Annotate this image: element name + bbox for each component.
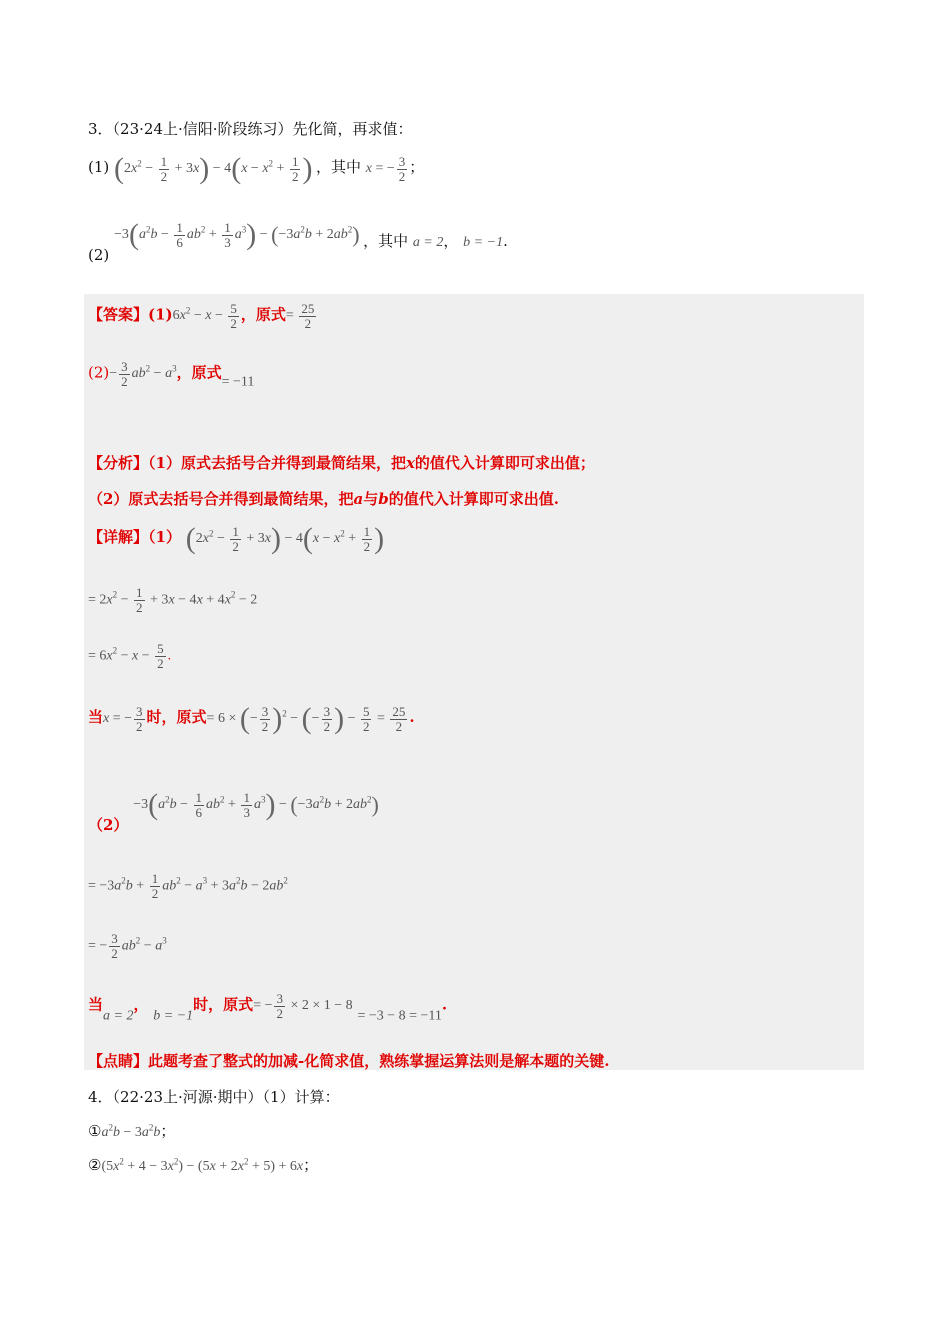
answer-line-1: 【答案】$(1)6x^2 - x$ − $\frac{5}{2}$ ，原式= $\frac{25}{2}$ [88, 301, 315, 331]
math-expression: $-3(a^2b$ − $\frac{1}{6}$ $ab^2$ + $\frac{1}{3}$ $a^3) - (-3a^2b + 2ab^2)$ [114, 218, 360, 251]
analysis-line-2: （2）原式去括号合并得到最简结果，把a与b的值代入计算即可求出值. [88, 490, 559, 508]
detail-step-2: = $6x^2 - x$ − $\frac{5}{2}$ . [88, 641, 172, 671]
detail-tag: 【详解】 [88, 528, 149, 547]
question-3-part-2: $(2) -3(a^2b$ − $\frac{1}{6}$ $ab^2$ + $\frac{1}{3}$ $a^3) - (-3a^2b + 2ab^2)$ ，其中 a = 2， b = −1. [88, 218, 508, 265]
question-source: （23·24上·信阳·阶段练习） [112, 120, 293, 138]
analysis-line-1: 【分析】（1）原式去括号合并得到最简结果，把x的值代入计算即可求出值； [88, 454, 595, 472]
question-4-header: 4．（22·23上·河源·期中）（1）计算： [88, 1088, 340, 1106]
question-number: 3． [88, 120, 113, 138]
detail-step-4: = − $\frac{3}{2}$ $ab^2 - a^3$ [88, 931, 167, 961]
question-3-part-1: (1) ($2x^2$ − $\frac{1}{2}$ + $3x) - 4(x - x^2$ + $\frac{1}{2}$ ) ，其中 x = − $\frac{3}{2}$ ； [88, 152, 425, 185]
question-4-item-1: $①a^2b - 3a^2b$； [88, 1122, 176, 1140]
detail-substitution-1: 当x = − $\frac{3}{2}$ 时，原式= 6 × (− $\frac{3}{2}$ )$^2$ − (− $\frac{3}{2}$ ) − $\frac{5}{2}$ = $\frac{25}{2}$ . [88, 702, 415, 735]
detail-substitution-2: 当a = 2， b = −1时，原式= − $\frac{3}{2}$ × 2 × 1 − 8 = −3 − 8 = −11. [88, 991, 448, 1024]
comment-line: 【点睛】此题考查了整式的加减-化简求值，熟练掌握运算法则是解本题的关键. [88, 1052, 610, 1070]
detail-step-1: = $2x^2$ − $\frac{1}{2}$ + $3x - 4x + 4x^2 - 2$ [88, 585, 258, 615]
analysis-tag: 【分析】 [88, 454, 149, 472]
answer-line-2: (2)− $\frac{3}{2}$ $ab^2 - a^3$，原式= −11 [88, 359, 255, 390]
question-4-item-2: $②(5x^2 + 4 - 3x^2) - (5x + 2x^2 + 5) + 6x$； [88, 1156, 319, 1174]
detail-part-2: $(2) -3(a^2b$ − $\frac{1}{6}$ $ab^2$ + $\frac{1}{3}$ $a^3) - (-3a^2b + 2ab^2)$ [88, 788, 379, 835]
comment-tag: 【点睛】 [88, 1052, 149, 1070]
question-prompt: 先化简，再求值： [292, 120, 413, 138]
question-3-header [88, 118, 413, 139]
detail-line-1: 【详解】（1） ($2x^2$ − $\frac{1}{2}$ + $3x) - 4(x - x^2$ + $\frac{1}{2}$ ) [88, 522, 385, 555]
answer-tag: 【答案】 [88, 305, 149, 324]
solution-panel [84, 294, 864, 1070]
detail-step-3: = $-3a^2b$ + $\frac{1}{2}$ $ab^2 - a^3 + 3a^2b - 2ab^2$ [88, 871, 288, 901]
math-expression: ($2x^2$ − $\frac{1}{2}$ + $3x) - 4(x - x^2$ + $\frac{1}{2}$ ) [114, 152, 313, 185]
